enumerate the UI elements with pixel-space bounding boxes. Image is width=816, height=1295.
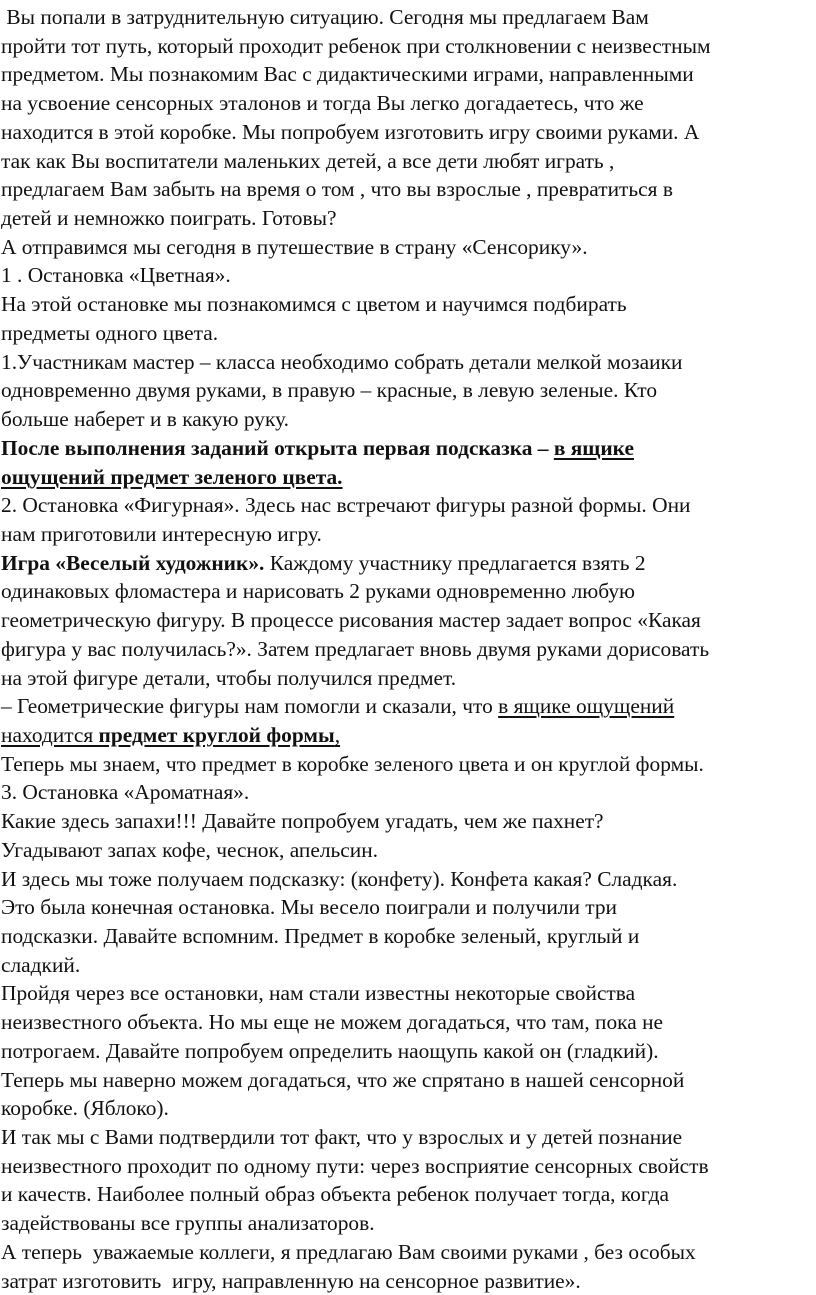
- text-line: [1, 1123, 816, 1152]
- text-line: [1, 1152, 816, 1181]
- text-segment: задействованы все группы анализаторов.: [1, 1211, 375, 1236]
- text-line: [1, 836, 816, 865]
- text-line: [1, 778, 816, 807]
- text-segment: детей и немножко поиграть. Готовы?: [1, 206, 337, 231]
- text-segment: И здесь мы тоже получаем подсказку: (конфету). Конфета какая? Сладкая.: [1, 866, 678, 891]
- text-segment: на усвоение сенсорных эталонов и тогда Вы легко догадаетесь, что же: [1, 91, 644, 116]
- text-segment: затрат изготовить игру, направленную на сенсорное развитие».: [1, 1268, 581, 1293]
- text-line: [1, 635, 816, 664]
- text-line: [1, 204, 816, 233]
- text-line: [1, 60, 816, 89]
- text-segment: предлагаем Вам забыть на время о том , что вы взрослые , превратиться в: [1, 177, 673, 202]
- text-segment: Каждому участнику предлагается взять 2: [264, 550, 646, 575]
- text-line: [1, 175, 816, 204]
- text-line: [1, 233, 816, 262]
- text-segment: И так мы с Вами подтвердили тот факт, что у взрослых и у детей познание: [1, 1125, 683, 1150]
- text-segment: находится в этой коробке. Мы попробуем изготовить игру своими руками. А: [1, 119, 700, 144]
- text-line: [1, 951, 816, 980]
- text-line: [1, 606, 816, 635]
- text-line: [1, 1094, 816, 1123]
- text-line: [1, 348, 816, 377]
- text-line: [1, 405, 816, 434]
- text-segment: одинаковых фломастера и нарисовать 2 руками одновременно любую: [1, 579, 635, 604]
- text-line: [1, 118, 816, 147]
- text-segment-bold-underline: предмет круглой формы: [98, 722, 335, 747]
- text-segment-underline: находится: [1, 722, 99, 747]
- text-segment: фигура у вас получилась?». Затем предлагает вновь двумя руками дорисовать: [1, 636, 710, 661]
- text-segment: Вы попали в затруднительную ситуацию. Сегодня мы предлагаем Вам: [1, 5, 649, 29]
- text-segment: на этой фигуре детали, чтобы получился предмет.: [1, 665, 457, 690]
- text-segment: Какие здесь запахи!!! Давайте попробуем угадать, чем же пахнет?: [1, 809, 604, 834]
- text-segment: неизвестного объекта. Но мы еще не можем догадаться, что там, пока не: [1, 1010, 664, 1035]
- text-segment: предметом. Мы познакомим Вас с дидактическими играми, направленными: [1, 62, 694, 87]
- text-segment: предметы одного цвета.: [1, 320, 219, 345]
- text-segment: 3. Остановка «Ароматная».: [1, 780, 250, 805]
- document-page: [1, 3, 816, 1295]
- text-line: [1, 865, 816, 894]
- text-segment: А отправимся мы сегодня в путешествие в страну «Сенсорику».: [1, 234, 588, 259]
- text-segment-bold: Игра «Веселый художник».: [1, 550, 265, 575]
- text-segment: одновременно двумя руками, в правую – красные, в левую зеленые. Кто: [1, 378, 658, 403]
- text-line: [1, 922, 816, 951]
- text-segment: нам приготовили интересную игру.: [1, 521, 322, 546]
- text-line: [1, 692, 816, 721]
- text-line: [1, 979, 816, 1008]
- text-segment: неизвестного проходит по одному пути: через восприятие сенсорных свойств: [1, 1153, 709, 1178]
- text-segment: пройти тот путь, который проходит ребенок при столкновении с неизвестным: [1, 33, 711, 58]
- text-segment: 1.Участникам мастер – класса необходимо собрать детали мелкой мозаики: [1, 349, 683, 374]
- text-segment-underline: в ящике ощущений: [498, 694, 675, 719]
- text-line: [1, 750, 816, 779]
- text-segment: и качеств. Наиболее полный образ объекта ребенок получает тогда, когда: [1, 1182, 669, 1207]
- text-line: [1, 1066, 816, 1095]
- text-line: [1, 893, 816, 922]
- text-segment: потрогаем. Давайте попробуем определить наощупь какой он (гладкий).: [1, 1038, 659, 1063]
- text-segment: коробке. (Яблоко).: [1, 1096, 169, 1121]
- text-line: [1, 1037, 816, 1066]
- text-line: [1, 577, 816, 606]
- text-line: [1, 1180, 816, 1209]
- text-line: [1, 147, 816, 176]
- text-segment-underline: ,: [334, 722, 341, 747]
- text-segment: сладкий.: [1, 952, 81, 977]
- text-line: [1, 3, 816, 32]
- text-line: [1, 89, 816, 118]
- text-line: [1, 1209, 816, 1238]
- text-line: [1, 1238, 816, 1267]
- text-segment-bold-underline: ощущений предмет зеленого цвета.: [1, 464, 343, 489]
- text-line: [1, 463, 816, 492]
- text-segment-bold-underline: в ящике: [553, 435, 634, 460]
- text-segment: Теперь мы знаем, что предмет в коробке зеленого цвета и он круглой формы.: [1, 751, 704, 776]
- text-line: [1, 1008, 816, 1037]
- text-segment: Это была конечная остановка. Мы весело поиграли и получили три: [1, 895, 617, 920]
- text-line: [1, 1267, 816, 1295]
- text-line: [1, 290, 816, 319]
- text-line: [1, 664, 816, 693]
- text-segment: Пройдя через все остановки, нам стали известны некоторые свойства: [1, 981, 636, 1006]
- text-segment: больше наберет и в какую руку.: [1, 407, 289, 432]
- text-line: [1, 491, 816, 520]
- text-segment: геометрическую фигуру. В процессе рисования мастер задает вопрос «Какая: [1, 608, 701, 633]
- text-line: [1, 520, 816, 549]
- text-line: [1, 376, 816, 405]
- text-line: [1, 261, 816, 290]
- text-line: [1, 32, 816, 61]
- text-line: [1, 721, 816, 750]
- text-segment: 2. Остановка «Фигурная». Здесь нас встречают фигуры разной формы. Они: [1, 493, 691, 518]
- text-line: [1, 807, 816, 836]
- text-segment: 1 . Остановка «Цветная».: [1, 263, 231, 288]
- text-segment: так как Вы воспитатели маленьких детей, а все дети любят играть ,: [1, 148, 615, 173]
- text-segment: подсказки. Давайте вспомним. Предмет в коробке зеленый, круглый и: [1, 924, 640, 948]
- text-segment: На этой остановке мы познакомимся с цветом и научимся подбирать: [1, 292, 627, 317]
- text-segment: – Геометрические фигуры нам помогли и сказали, что: [1, 694, 499, 719]
- text-line: [1, 434, 816, 463]
- text-segment: А теперь уважаемые коллеги, я предлагаю Вам своими руками , без особых: [1, 1239, 696, 1264]
- text-segment-bold: После выполнения заданий открыта первая подсказка –: [1, 435, 554, 460]
- text-line: [1, 319, 816, 348]
- text-line: [1, 549, 816, 578]
- text-segment: Теперь мы наверно можем догадаться, что же спрятано в нашей сенсорной: [1, 1067, 685, 1092]
- text-segment: Угадывают запах кофе, чеснок, апельсин.: [1, 837, 379, 862]
